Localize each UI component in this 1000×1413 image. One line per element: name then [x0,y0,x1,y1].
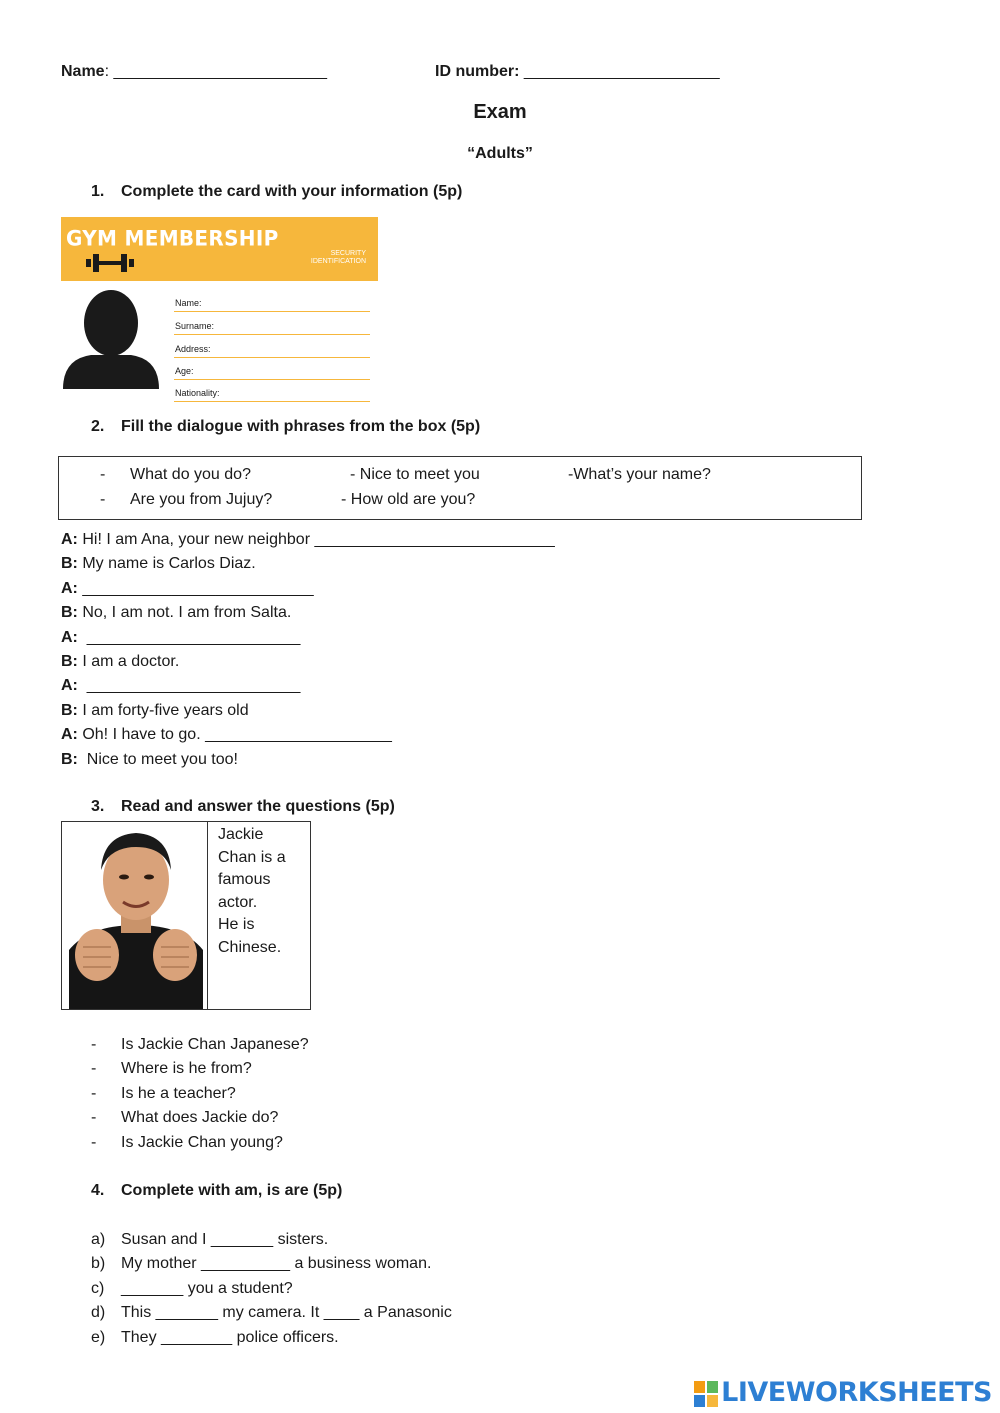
list-item: - Is Jackie Chan Japanese? [91,1036,309,1053]
phrase-item: -What’s your name? [568,466,711,483]
page-title: Exam [473,101,527,123]
list-item: - What does Jackie do? [91,1109,279,1127]
dialogue-line: B: No, I am not. I am from Salta. [61,604,292,622]
question-number: 4. [91,1182,105,1199]
dialogue-line[interactable]: A: __________________________ [61,579,314,597]
name-label: Name [61,63,105,80]
list-item[interactable]: c) _______ you a student? [91,1279,293,1297]
list-item[interactable]: e) They ________ police officers. [91,1328,339,1346]
card-title: GYM MEMBERSHIP [66,225,279,251]
phrase-bullet: - [100,491,106,508]
id-label: ID number: [435,63,520,80]
question-2-heading [0,417,1000,437]
dialogue-line: B: I am forty-five years old [61,701,249,719]
question-title: Fill the dialogue with phrases from the box (5p) [121,418,481,435]
question-4-heading [0,1181,1000,1201]
phrase-item: What do you do? [130,466,251,483]
list-item[interactable]: a) Susan and I _______ sisters. [91,1231,329,1248]
student-name-line [61,62,327,82]
card-field-nationality[interactable]: Nationality: [174,379,370,402]
list-item[interactable]: b) My mother __________ a business woman. [91,1255,432,1273]
phrase-item: - Nice to meet you [350,466,480,483]
card-field-age[interactable]: Age: [174,357,370,380]
page-subtitle: “Adults” [467,145,533,162]
phrase-box [58,456,862,520]
question-list [0,1035,1000,1157]
list-item: - Is he a teacher? [91,1084,236,1102]
dialogue-line: B: Nice to meet you too! [61,750,238,768]
logo-mark-icon [694,1381,718,1407]
list-item[interactable]: d) This _______ my camera. It ____ a Panasonic [91,1304,452,1322]
question-title: Complete the card with your information (5p) [121,183,463,200]
reading-text: Jackie Chan is a famous actor. He is Chinese. [218,826,286,956]
id-blank[interactable]: ______________________ [519,63,720,80]
fill-in-list [0,1230,1000,1352]
dialogue [61,530,555,774]
phrase-bullet: - [100,466,106,483]
dialogue-line[interactable]: A: ________________________ [61,628,301,646]
card-banner [61,217,378,281]
card-field-surname[interactable]: Surname: [174,312,370,335]
dumbbell-icon [86,252,136,274]
actor-photo [69,825,203,1009]
question-number: 1. [91,183,105,200]
question-3-heading [0,797,1000,817]
question-title: Read and answer the questions (5p) [121,798,395,815]
question-number: 2. [91,418,105,435]
gym-membership-card [61,217,378,397]
list-item: - Where is he from? [91,1060,252,1078]
logo-text: LIVEWORKSHEETS [721,1377,992,1408]
card-field-name[interactable]: Name: [174,289,370,312]
phrase-item: Are you from Jujuy? [130,491,273,508]
question-1-heading [0,182,1000,202]
security-label: SECURITY IDENTIFICATION [310,250,366,265]
reading-box [61,821,311,1010]
dialogue-line[interactable]: A: Oh! I have to go. _____________________ [61,726,392,744]
liveworksheets-logo[interactable] [694,1377,992,1409]
question-title: Complete with am, is are (5p) [121,1182,343,1199]
box-divider [207,822,208,1009]
phrase-item: - How old are you? [341,491,476,508]
question-number: 3. [91,798,105,815]
name-blank[interactable]: : ________________________ [104,63,328,80]
user-silhouette-icon [61,289,161,391]
dialogue-line[interactable]: A: Hi! I am Ana, your new neighbor ___________________________ [61,531,555,548]
dialogue-line: B: My name is Carlos Diaz. [61,555,256,573]
dialogue-line: B: I am a doctor. [61,652,180,670]
id-number-line [435,62,720,82]
list-item: - Is Jackie Chan young? [91,1133,283,1151]
dialogue-line[interactable]: A: ________________________ [61,677,301,695]
card-field-address[interactable]: Address: [174,335,370,358]
